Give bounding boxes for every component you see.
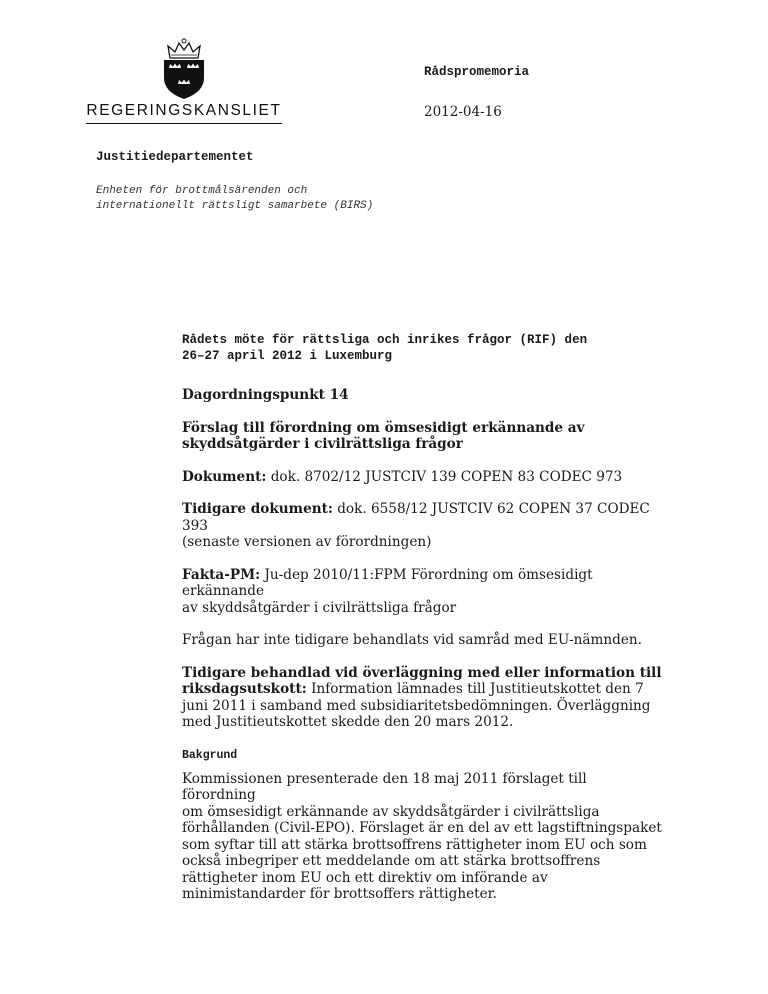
logo-divider: [86, 123, 282, 124]
document-reference: [182, 469, 662, 486]
eu-committee-note: Frågan har inte tidigare behandlats vid samråd med EU-nämnden.: [182, 632, 642, 648]
background-heading: Bakgrund: [182, 748, 238, 762]
proposal-title-line-1: Förslag till förordning om ömsesidigt erkännande av: [182, 419, 585, 436]
previous-documents: [182, 501, 662, 551]
riksdag-text-line-3: juni 2011 i samband med subsidiaritetsbedömningen. Överläggning: [182, 697, 651, 714]
riksdag-text-line-4: med Justitieutskottet skedde den 20 mars 2012.: [182, 714, 514, 730]
document-date: 2012-04-16: [424, 104, 502, 120]
riksdag-text-line-2: Information lämnades till Justitieutskottet den 7: [306, 681, 644, 697]
background-line: minimistandarder för brottsoffers rättigheter.: [182, 886, 497, 902]
background-line: också inbegriper ett meddelande om att stärka brottsoffrens: [182, 853, 601, 869]
meeting-title-line-1: Rådets möte för rättsliga och inrikes frågor (RIF) den: [182, 333, 588, 347]
crown-shield-icon: [154, 38, 214, 100]
riksdag-label-line-2: riksdagsutskott:: [182, 681, 307, 697]
logo-wordmark: REGERINGSKANSLIET: [86, 102, 282, 119]
document-label: Dokument:: [182, 468, 267, 485]
background-text: [182, 771, 662, 903]
background-line: om ömsesidigt erkännande av skyddsåtgärder i civilrättsliga: [182, 803, 600, 820]
proposal-title: [182, 420, 662, 453]
document-value: dok. 8702/12 JUSTCIV 139 COPEN 83 CODEC 973: [266, 468, 623, 485]
fakta-pm-value: Ju-dep 2010/11:FPM Förordning om ömsesidigt erkännande: [182, 566, 593, 599]
meeting-title-line-2: 26–27 april 2012 i Luxemburg: [182, 349, 393, 363]
unit-name: [96, 184, 373, 214]
fakta-pm: [182, 567, 662, 617]
previous-documents-value: dok. 6558/12 JUSTCIV 62 COPEN 37 CODEC 393: [182, 501, 650, 534]
department-name: Justitiedepartementet: [96, 150, 254, 164]
agenda-item: Dagordningspunkt 14: [182, 387, 349, 403]
riksdag-section: [182, 665, 662, 731]
fakta-pm-label: Fakta-PM:: [182, 566, 261, 583]
government-logo: [86, 38, 282, 124]
riksdag-label-line-1: Tidigare behandlad vid överläggning med eller information till: [182, 664, 662, 681]
background-line: som syftar till att stärka brottsoffrens rättigheter inom EU och som: [182, 836, 647, 853]
background-line: rättigheter inom EU och ett direktiv om införande av: [182, 869, 548, 886]
previous-documents-label: Tidigare dokument:: [182, 501, 333, 517]
proposal-title-line-2: skyddsåtgärder i civilrättsliga frågor: [182, 436, 463, 452]
fakta-pm-line-2: av skyddsåtgärder i civilrättsliga frågor: [182, 599, 457, 616]
document-type: Rådspromemoria: [424, 65, 530, 79]
unit-line-2: internationellt rättsligt samarbete (BIRS): [96, 200, 374, 212]
previous-documents-note: (senaste versionen av förordningen): [182, 534, 432, 550]
background-line: förhållanden (Civil-EPO). Förslaget är en del av ett lagstiftningspaket: [182, 820, 662, 836]
memo-body: [182, 332, 662, 903]
background-line: Kommissionen presenterade den 18 maj 2011 förslaget till förordning: [182, 770, 587, 803]
unit-line-1: Enheten för brottmålsärenden och: [96, 185, 308, 197]
meeting-title: [182, 332, 662, 364]
